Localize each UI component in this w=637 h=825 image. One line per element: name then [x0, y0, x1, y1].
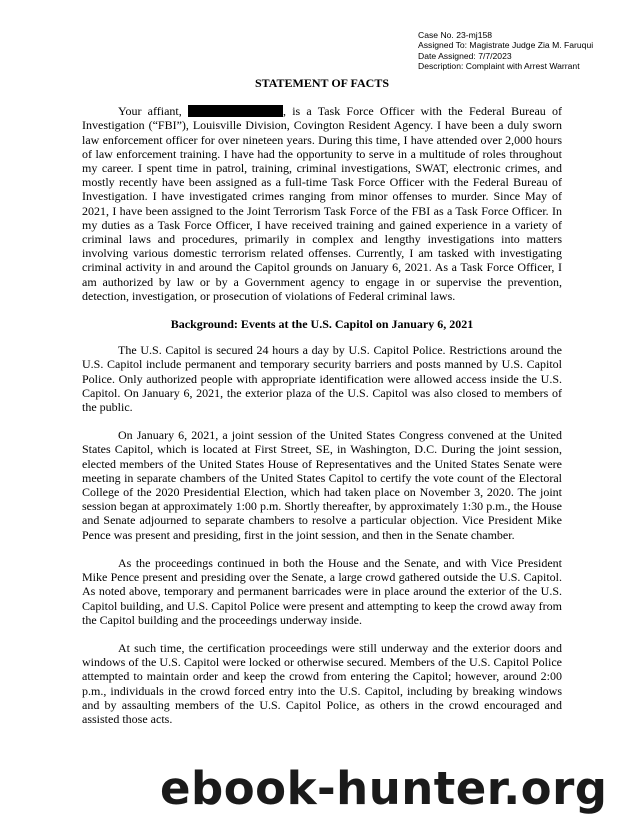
paragraph-forced-entry: At such time, the certification proceedings were still underway and the exterior doors and windows of the U.S. Capitol were locked or otherwise secured. Members of the U.S. Capitol Police attempted to maintain order and keep the crowd from entering the Capitol; however, around 2:00 p.m., individuals in the crowd forced entry into the U.S. Capitol, including by breaking windows and by assaulting members of the U.S. Capitol Police, as others in the crowd encouraged and assisted those acts. — [82, 640, 562, 726]
document-body — [82, 70, 562, 740]
paragraph-joint-session: On January 6, 2021, a joint session of the United States Congress convened at the United States Capitol, which is located at First Street, SE, in Washington, D.C. During the joint session, elected members of the United States House of Representatives and the United States Senate were meeting in separate chambers of the United States Capitol to certify the vote count of the Electoral College of the 2020 Presidential Election, which had taken place on November 3, 2020. The joint session began at approximately 1:00 p.m. Shortly thereafter, by approximately 1:30 p.m., the House and Senate adjourned to separate chambers to resolve a particular objection. Vice President Mike Pence was present and presiding, first in the joint session, and then in the Senate chamber. — [82, 428, 562, 542]
paragraph-affiant-lead: Your affiant, — [118, 104, 182, 119]
assigned-judge: Assigned To: Magistrate Judge Zia M. Faruqui — [418, 40, 594, 51]
paragraph-crowd-gathered: As the proceedings continued in both the House and the Senate, and with Vice President Mike Pence present and presiding over the Senate, a large crowd gathered outside the U.S. Capitol. As noted above, temporary and permanent barricades were in place around the exterior of the U.S. Capitol building, and U.S. Capitol Police were present and attempting to keep the crowd away from the Capitol building and the proceedings underway inside. — [82, 555, 562, 627]
date-assigned: Date Assigned: 7/7/2023 — [418, 50, 512, 61]
paragraph-affiant — [82, 104, 562, 303]
watermark-text: ebook-hunter.org — [160, 762, 608, 815]
case-info-block — [418, 30, 593, 72]
paragraph-capitol-security: The U.S. Capitol is secured 24 hours a day by U.S. Capitol Police. Restrictions around the U.S. Capitol include permanent and temporary security barriers and posts manned by U.S. Capitol Police. Only authorized people with appropriate identification were allowed access inside the U.S. Capitol. On January 6, 2021, the exterior plaza of the U.S. Capitol was also closed to members of the public. — [82, 343, 562, 415]
section-heading: Background: Events at the U.S. Capitol on January 6, 2021 — [170, 317, 474, 332]
case-description: Description: Complaint with Arrest Warrant — [418, 61, 580, 72]
case-number: Case No. 23-mj158 — [418, 30, 493, 40]
document-title: STATEMENT OF FACTS — [254, 76, 390, 90]
paragraph-affiant-rest: , is a Task Force Officer with the Federal Bureau of Investigation (“FBI”), Louisville Division, Covington Resident Agency. I have been a duly sworn law enforcement officer for over nineteen years. During this time, I have attended over 2,000 hours of law enforcement training. I have had the opportunity to serve in a multitude of roles throughout my career. I spent time in patrol, training, criminal investigations, SWAT, electronic crimes, and mostly recently have been assigned as a full-time Task Force Officer with the Federal Bureau of Investigation. I have investigated crimes ranging from minor offenses to murder. Since May of 2021, I have been assigned to the Joint Terrorism Task Force of the FBI as a Task Force Officer. In my duties as a Task Force Officer, I have received training and gained experience in a variety of criminal laws and procedures, primarily in complex and lengthy investigations into matters involving various domestic terrorism related offenses. Currently, I am tasked with investigating criminal activity in and around the Capitol grounds on January 6, 2021. As a Task Force Officer, I am authorized by law or by a Government agency to engage in or supervise the prevention, detection, investigation, or prosecution of violations of Federal criminal laws. — [82, 104, 563, 303]
redaction-bar — [188, 105, 283, 117]
